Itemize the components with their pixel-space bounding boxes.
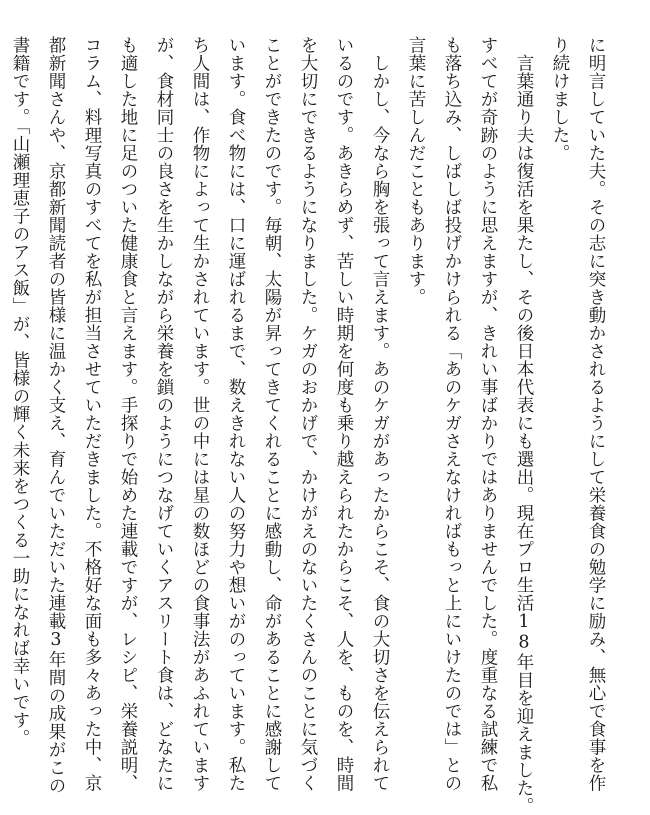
text-line: 言葉に苦しんだこともあります。: [406, 36, 426, 306]
text-line: 言葉通り夫は復活を果たし、その後日本代表にも選出。現在プロ生活18年目を迎えました。: [514, 36, 534, 815]
text-line: コラム、料理写真のすべてを私が担当させていただきました。不格好な面も多々あった中、京: [82, 36, 102, 792]
text-line: すべてが奇跡のように思えますが、きれい事ばかりではありませんでした。度重なる試練で私: [478, 36, 498, 792]
vertical-text-body: [10, 36, 614, 815]
text-line: も適した地に足のついた健康食と言えます。手探りで始めた連載ですが、レシピ、栄養説明、: [118, 36, 138, 792]
text-line: に明言していた夫。その志に突き動かされるようにして栄養食の勉学に励み、無心で食事を作: [586, 36, 606, 792]
text-line: しかし、今なら胸を張って言えます。あのケガがあったからこそ、食の大切さを伝えられて: [370, 36, 390, 792]
text-line: が、食材同士の良さを生かしながら栄養を鎖のようにつなげていくアスリート食は、どなたに: [154, 36, 174, 792]
text-line: も落ち込み、しばしば投げかけられる「あのケガさえなければもっと上にいけたのでは」との: [442, 36, 462, 792]
text-line: いるのです。あきらめず、苦しい時期を何度も乗り越えられたからこそ、人を、ものを、時間: [334, 36, 354, 792]
text-line: を大切にできるようになりました。ケガのおかげで、かけがえのないたくさんのことに気づく: [298, 36, 318, 792]
text-line: 書籍です。「山瀬理恵子のアス飯」が、皆様の輝く未来をつくる一助になれば幸いです。: [10, 36, 30, 748]
text-line: ち人間は、作物によって生かされています。世の中には星の数ほどの食事法があふれています: [190, 36, 210, 792]
text-line: ことができたのです。毎朝、太陽が昇ってきてくれることに感動し、命があることに感謝して: [262, 36, 282, 792]
text-line: 都新聞さんや、京都新聞読者の皆様に温かく支え、育んでいただいた連載3年間の成果がこの: [46, 36, 66, 795]
text-columns: [2, 36, 614, 815]
text-line: り続けました。: [550, 36, 570, 162]
text-line: います。食べ物には、口に運ばれるまで、数えきれない人の努力や想いがのっています。私た: [226, 36, 246, 792]
